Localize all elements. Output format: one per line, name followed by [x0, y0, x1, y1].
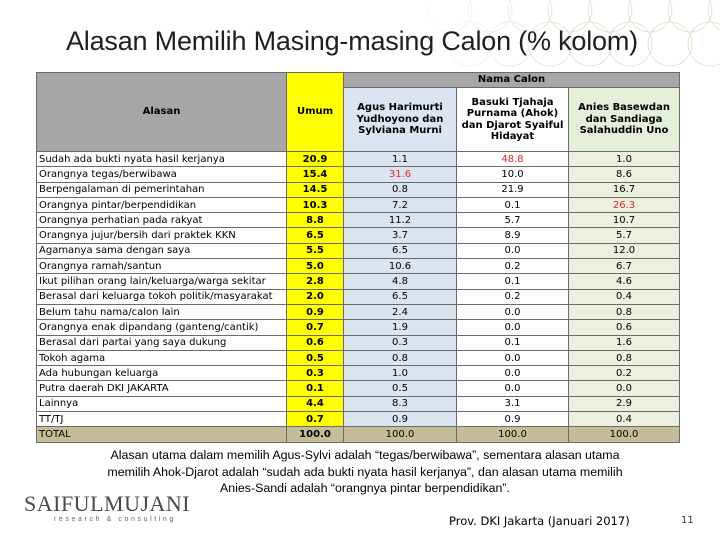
cell-ahok: 48.8 — [457, 152, 569, 167]
cell-anies: 0.0 — [569, 381, 680, 396]
cell-anies: 26.3 — [569, 197, 680, 212]
cell-ahok: 8.9 — [457, 228, 569, 243]
cell-agus: 0.8 — [344, 182, 457, 197]
cell-alasan: Berpengalaman di pemerintahan — [37, 182, 287, 197]
cell-agus: 4.8 — [344, 274, 457, 289]
cell-umum: 2.8 — [287, 274, 344, 289]
header-agus-sylvi: Agus Harimurti Yudhoyono dan Sylviana Murni — [344, 88, 457, 152]
total-anies: 100.0 — [569, 427, 680, 442]
cell-anies: 0.8 — [569, 304, 680, 319]
cell-anies: 5.7 — [569, 228, 680, 243]
header-nama-calon: Nama Calon — [344, 73, 680, 88]
table-row — [37, 304, 680, 319]
table-row — [37, 243, 680, 258]
cell-umum: 5.0 — [287, 259, 344, 274]
table-row — [37, 289, 680, 304]
cell-ahok: 0.2 — [457, 259, 569, 274]
table-row — [37, 366, 680, 381]
cell-ahok: 0.2 — [457, 289, 569, 304]
cell-umum: 0.9 — [287, 304, 344, 319]
cell-umum: 14.5 — [287, 182, 344, 197]
cell-anies: 0.4 — [569, 412, 680, 427]
header-alasan: Alasan — [37, 73, 287, 152]
cell-umum: 0.7 — [287, 412, 344, 427]
cell-anies: 1.0 — [569, 152, 680, 167]
table-row — [37, 335, 680, 350]
total-alasan: TOTAL — [37, 427, 287, 442]
table-row — [37, 274, 680, 289]
header-anies-sandi: Anies Basewdan dan Sandiaga Salahuddin Uno — [569, 88, 680, 152]
total-agus: 100.0 — [344, 427, 457, 442]
cell-agus: 31.6 — [344, 167, 457, 182]
cell-ahok: 0.0 — [457, 350, 569, 365]
cell-ahok: 0.1 — [457, 274, 569, 289]
cell-anies: 2.9 — [569, 396, 680, 411]
cell-agus: 7.2 — [344, 197, 457, 212]
cell-anies: 6.7 — [569, 259, 680, 274]
cell-alasan: Belum tahu nama/calon lain — [37, 304, 287, 319]
cell-ahok: 0.0 — [457, 320, 569, 335]
cell-agus: 1.9 — [344, 320, 457, 335]
cell-ahok: 10.0 — [457, 167, 569, 182]
cell-ahok: 0.0 — [457, 381, 569, 396]
saifulmujani-logo — [24, 493, 190, 523]
cell-alasan: Berasal dari keluarga tokoh politik/masyarakat — [37, 289, 287, 304]
cell-agus: 11.2 — [344, 213, 457, 228]
cell-ahok: 3.1 — [457, 396, 569, 411]
cell-umum: 0.6 — [287, 335, 344, 350]
cell-umum: 2.0 — [287, 289, 344, 304]
table-row — [37, 197, 680, 212]
table-row — [37, 350, 680, 365]
cell-umum: 8.8 — [287, 213, 344, 228]
cell-anies: 10.7 — [569, 213, 680, 228]
header-umum: Umum — [287, 73, 344, 152]
table-row — [37, 320, 680, 335]
table-row — [37, 259, 680, 274]
cell-alasan: Orangnya tegas/berwibawa — [37, 167, 287, 182]
cell-agus: 6.5 — [344, 243, 457, 258]
summary-note — [60, 447, 670, 497]
footer-source: Prov. DKI Jakarta (Januari 2017) — [449, 514, 630, 528]
cell-alasan: Agamanya sama dengan saya — [37, 243, 287, 258]
cell-anies: 8.6 — [569, 167, 680, 182]
cell-agus: 1.0 — [344, 366, 457, 381]
cell-ahok: 0.1 — [457, 197, 569, 212]
note-line-2: memilih Ahok-Djarot adalah “sudah ada bukti nyata hasil kerjanya”, dan alasan utama memilih — [107, 464, 623, 479]
table-row — [37, 381, 680, 396]
cell-umum: 0.7 — [287, 320, 344, 335]
cell-agus: 0.9 — [344, 412, 457, 427]
note-line-3: Anies-Sandi adalah “orangnya pintar berpendidikan”. — [220, 481, 510, 495]
reasons-table — [36, 72, 680, 443]
cell-alasan: Tokoh agama — [37, 350, 287, 365]
cell-umum: 6.5 — [287, 228, 344, 243]
cell-alasan: Putra daerah DKI JAKARTA — [37, 381, 287, 396]
total-ahok: 100.0 — [457, 427, 569, 442]
note-line-1: Alasan utama dalam memilih Agus-Sylvi adalah “tegas/berwibawa”, sementara alasan utama — [110, 448, 620, 462]
table-row — [37, 213, 680, 228]
table-row — [37, 152, 680, 167]
cell-alasan: Sudah ada bukti nyata hasil kerjanya — [37, 152, 287, 167]
cell-agus: 1.1 — [344, 152, 457, 167]
cell-umum: 10.3 — [287, 197, 344, 212]
cell-ahok: 5.7 — [457, 213, 569, 228]
cell-agus: 0.8 — [344, 350, 457, 365]
table-row — [37, 228, 680, 243]
cell-alasan: Ikut pilihan orang lain/keluarga/warga sekitar — [37, 274, 287, 289]
cell-agus: 10.6 — [344, 259, 457, 274]
cell-ahok: 0.0 — [457, 304, 569, 319]
cell-umum: 0.1 — [287, 381, 344, 396]
cell-ahok: 21.9 — [457, 182, 569, 197]
cell-anies: 0.2 — [569, 366, 680, 381]
cell-alasan: Berasal dari partai yang saya dukung — [37, 335, 287, 350]
total-row — [37, 427, 680, 442]
cell-ahok: 0.1 — [457, 335, 569, 350]
cell-alasan: Orangnya enak dipandang (ganteng/cantik) — [37, 320, 287, 335]
cell-anies: 4.6 — [569, 274, 680, 289]
cell-agus: 0.5 — [344, 381, 457, 396]
cell-agus: 8.3 — [344, 396, 457, 411]
cell-umum: 15.4 — [287, 167, 344, 182]
cell-anies: 0.6 — [569, 320, 680, 335]
cell-anies: 16.7 — [569, 182, 680, 197]
cell-alasan: Orangnya jujur/bersih dari praktek KKN — [37, 228, 287, 243]
page-title: Alasan Memilih Masing-masing Calon (% kolom) — [66, 26, 638, 56]
cell-anies: 0.4 — [569, 289, 680, 304]
cell-ahok: 0.0 — [457, 366, 569, 381]
table-row — [37, 396, 680, 411]
cell-agus: 3.7 — [344, 228, 457, 243]
table-row — [37, 182, 680, 197]
table-row — [37, 412, 680, 427]
cell-ahok: 0.9 — [457, 412, 569, 427]
cell-umum: 5.5 — [287, 243, 344, 258]
cell-anies: 0.8 — [569, 350, 680, 365]
page-number: 11 — [681, 515, 694, 526]
cell-agus: 0.3 — [344, 335, 457, 350]
cell-anies: 12.0 — [569, 243, 680, 258]
cell-alasan: TT/TJ — [37, 412, 287, 427]
cell-alasan: Ada hubungan keluarga — [37, 366, 287, 381]
cell-alasan: Orangnya perhatian pada rakyat — [37, 213, 287, 228]
cell-alasan: Lainnya — [37, 396, 287, 411]
cell-agus: 6.5 — [344, 289, 457, 304]
cell-umum: 0.5 — [287, 350, 344, 365]
logo-sub-text: research & consulting — [54, 516, 176, 523]
cell-umum: 20.9 — [287, 152, 344, 167]
total-umum: 100.0 — [287, 427, 344, 442]
cell-alasan: Orangnya ramah/santun — [37, 259, 287, 274]
header-ahok-djarot: Basuki Tjahaja Purnama (Ahok) dan Djarot Syaiful Hidayat — [457, 88, 569, 152]
cell-umum: 4.4 — [287, 396, 344, 411]
cell-anies: 1.6 — [569, 335, 680, 350]
cell-ahok: 0.0 — [457, 243, 569, 258]
cell-agus: 2.4 — [344, 304, 457, 319]
logo-main-text: SAIFULMUJANI — [24, 491, 191, 516]
cell-alasan: Orangnya pintar/berpendidikan — [37, 197, 287, 212]
table-row — [37, 167, 680, 182]
cell-umum: 0.3 — [287, 366, 344, 381]
